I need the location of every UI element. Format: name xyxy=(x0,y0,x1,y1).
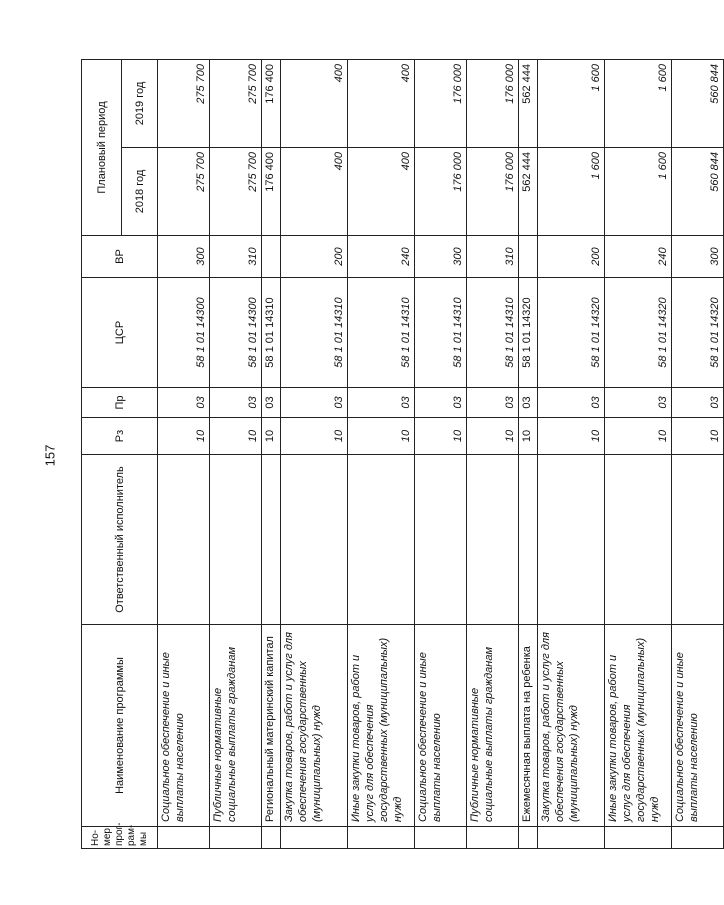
cell-name: Публичные нормативные социальные выплаты гражданам xyxy=(210,625,262,827)
header-vr: ВР xyxy=(82,236,158,278)
cell-y2018: 1 600 xyxy=(605,148,672,236)
header-executor: Ответственный исполнитель xyxy=(82,455,158,625)
cell-executor xyxy=(415,455,467,625)
cell-rz: 10 xyxy=(210,418,262,455)
cell-pr: 03 xyxy=(467,388,519,418)
cell-executor xyxy=(672,455,724,625)
cell-pr: 03 xyxy=(281,388,348,418)
cell-y2019: 400 xyxy=(348,60,415,148)
cell-name: Региональный материнский капитал xyxy=(262,625,281,827)
header-program-number: Но-мер прог-рам-мы xyxy=(82,827,158,849)
cell-vr: 300 xyxy=(672,236,724,278)
cell-y2018: 275 700 xyxy=(158,148,210,236)
cell-rz: 10 xyxy=(415,418,467,455)
header-pr: Пр xyxy=(82,388,158,418)
cell-y2018: 176 000 xyxy=(415,148,467,236)
cell-csr: 58 1 01 14320 xyxy=(538,278,605,388)
cell-rz: 10 xyxy=(467,418,519,455)
table-row xyxy=(262,60,281,849)
cell-y2018: 400 xyxy=(281,148,348,236)
cell-rz: 10 xyxy=(281,418,348,455)
table-row xyxy=(415,60,467,849)
table-body xyxy=(158,60,724,849)
cell-name: Иные закупки товаров, работ и услуг для обеспечения государственных (муниципальных) нужд xyxy=(605,625,672,827)
cell-csr: 58 1 01 14320 xyxy=(672,278,724,388)
cell-y2018: 275 700 xyxy=(210,148,262,236)
cell-vr: 240 xyxy=(605,236,672,278)
cell-csr: 58 1 01 14320 xyxy=(519,278,538,388)
cell-y2019: 560 844 xyxy=(672,60,724,148)
cell-pr: 03 xyxy=(538,388,605,418)
cell-y2018: 1 600 xyxy=(538,148,605,236)
cell-rz: 10 xyxy=(348,418,415,455)
header-year-2018: 2018 год xyxy=(122,148,158,236)
cell-csr: 58 1 01 14310 xyxy=(348,278,415,388)
cell-pr: 03 xyxy=(262,388,281,418)
cell-name: Ежемесячная выплата на ребенка xyxy=(519,625,538,827)
cell-rz: 10 xyxy=(538,418,605,455)
table-row xyxy=(158,60,210,849)
cell-pr: 03 xyxy=(519,388,538,418)
cell-rz: 10 xyxy=(519,418,538,455)
cell-num xyxy=(467,827,519,849)
cell-y2019: 275 700 xyxy=(210,60,262,148)
cell-executor xyxy=(262,455,281,625)
table-row xyxy=(281,60,348,849)
cell-num xyxy=(281,827,348,849)
cell-y2018: 176 000 xyxy=(467,148,519,236)
table-row xyxy=(348,60,415,849)
cell-vr: 200 xyxy=(538,236,605,278)
cell-y2019: 400 xyxy=(281,60,348,148)
cell-csr: 58 1 01 14320 xyxy=(605,278,672,388)
cell-vr: 300 xyxy=(158,236,210,278)
cell-rz: 10 xyxy=(158,418,210,455)
cell-y2019: 176 000 xyxy=(415,60,467,148)
cell-csr: 58 1 01 14300 xyxy=(210,278,262,388)
cell-csr: 58 1 01 14310 xyxy=(281,278,348,388)
cell-csr: 58 1 01 14310 xyxy=(415,278,467,388)
cell-csr: 58 1 01 14310 xyxy=(262,278,281,388)
cell-pr: 03 xyxy=(210,388,262,418)
table-row xyxy=(519,60,538,849)
header-planned-period: Плановый период xyxy=(82,60,122,236)
cell-num xyxy=(538,827,605,849)
cell-rz: 10 xyxy=(605,418,672,455)
cell-y2019: 562 444 xyxy=(519,60,538,148)
cell-executor xyxy=(467,455,519,625)
cell-executor xyxy=(538,455,605,625)
page-number: 157 xyxy=(42,444,58,466)
table-row xyxy=(467,60,519,849)
header-csr: ЦСР xyxy=(82,278,158,388)
cell-vr xyxy=(262,236,281,278)
cell-pr: 03 xyxy=(672,388,724,418)
cell-pr: 03 xyxy=(415,388,467,418)
cell-pr: 03 xyxy=(348,388,415,418)
cell-executor xyxy=(158,455,210,625)
header-program-name: Наименование программы xyxy=(82,625,158,827)
cell-name: Иные закупки товаров, работ и услуг для обеспечения государственных (муниципальных) нужд xyxy=(348,625,415,827)
cell-csr: 58 1 01 14310 xyxy=(467,278,519,388)
cell-vr: 300 xyxy=(415,236,467,278)
cell-vr: 240 xyxy=(348,236,415,278)
cell-num xyxy=(262,827,281,849)
cell-vr: 310 xyxy=(467,236,519,278)
cell-y2019: 176 000 xyxy=(467,60,519,148)
cell-y2018: 176 400 xyxy=(262,148,281,236)
cell-num xyxy=(519,827,538,849)
budget-table xyxy=(81,59,724,849)
cell-num xyxy=(672,827,724,849)
cell-num xyxy=(415,827,467,849)
header-rz: Рз xyxy=(82,418,158,455)
cell-name: Социальное обеспечение и иные выплаты населению xyxy=(415,625,467,827)
cell-num xyxy=(605,827,672,849)
cell-y2019: 1 600 xyxy=(538,60,605,148)
cell-executor xyxy=(281,455,348,625)
table-row xyxy=(538,60,605,849)
table-row xyxy=(672,60,724,849)
cell-name: Публичные нормативные социальные выплаты гражданам xyxy=(467,625,519,827)
cell-rz: 10 xyxy=(672,418,724,455)
cell-name: Закупка товаров, работ и услуг для обеспечения государственных (муниципальных) нужд xyxy=(538,625,605,827)
cell-y2018: 400 xyxy=(348,148,415,236)
table-row xyxy=(210,60,262,849)
cell-num xyxy=(348,827,415,849)
rotated-table-container xyxy=(81,60,721,849)
cell-executor xyxy=(210,455,262,625)
cell-num xyxy=(158,827,210,849)
cell-vr: 310 xyxy=(210,236,262,278)
cell-pr: 03 xyxy=(605,388,672,418)
cell-executor xyxy=(605,455,672,625)
cell-name: Социальное обеспечение и иные выплаты населению xyxy=(158,625,210,827)
cell-vr: 200 xyxy=(281,236,348,278)
cell-executor xyxy=(348,455,415,625)
cell-pr: 03 xyxy=(158,388,210,418)
cell-name: Закупка товаров, работ и услуг для обеспечения государственных (муниципальных) нужд xyxy=(281,625,348,827)
cell-y2019: 1 600 xyxy=(605,60,672,148)
cell-executor xyxy=(519,455,538,625)
cell-y2018: 562 444 xyxy=(519,148,538,236)
cell-csr: 58 1 01 14300 xyxy=(158,278,210,388)
table-row xyxy=(605,60,672,849)
cell-y2019: 176 400 xyxy=(262,60,281,148)
cell-y2019: 275 700 xyxy=(158,60,210,148)
cell-y2018: 560 844 xyxy=(672,148,724,236)
cell-vr xyxy=(519,236,538,278)
cell-num xyxy=(210,827,262,849)
header-year-2019: 2019 год xyxy=(122,60,158,148)
cell-name: Социальное обеспечение и иные выплаты населению xyxy=(672,625,724,827)
cell-rz: 10 xyxy=(262,418,281,455)
